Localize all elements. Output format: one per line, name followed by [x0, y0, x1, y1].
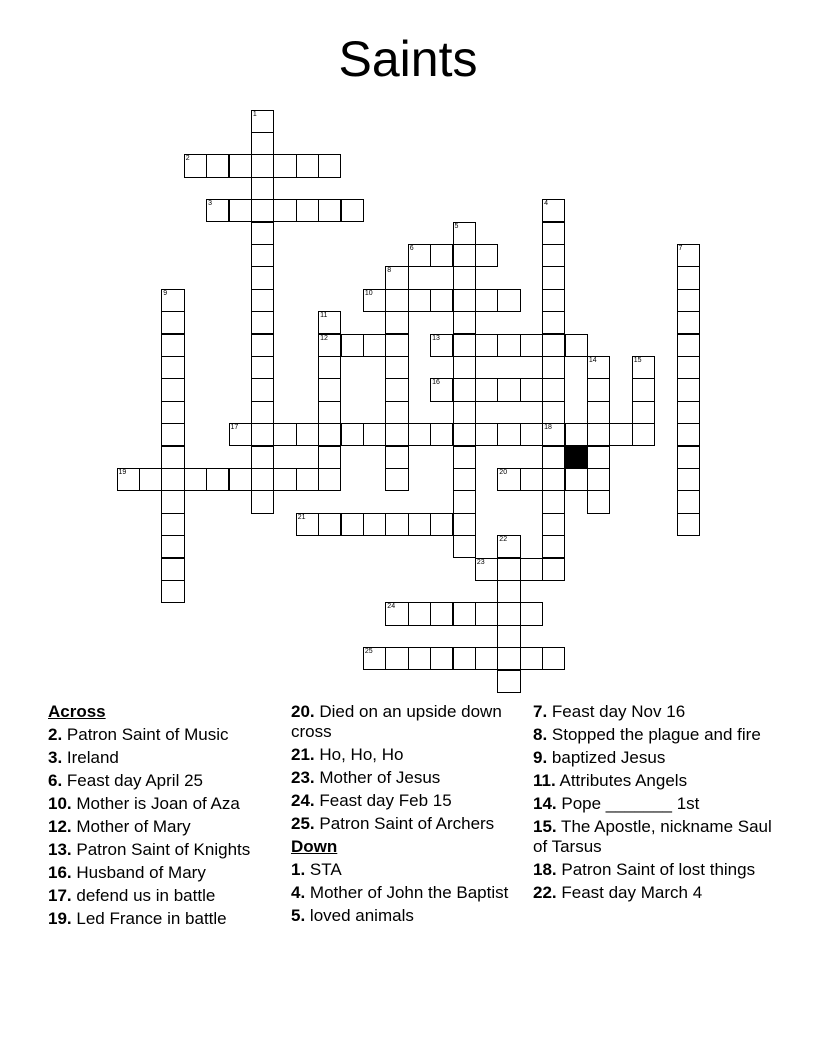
clue-text: Patron Saint of Music — [62, 725, 229, 744]
grid-cell[interactable] — [363, 289, 386, 312]
grid-cell[interactable] — [453, 356, 476, 379]
grid-cell[interactable] — [497, 647, 520, 670]
grid-cell[interactable] — [184, 154, 207, 177]
clue-text: Mother of Mary — [71, 817, 191, 836]
grid-cell[interactable] — [251, 378, 274, 401]
grid-cell[interactable] — [677, 423, 700, 446]
grid-cell[interactable] — [318, 513, 341, 536]
cell-number: 20 — [499, 468, 508, 476]
clue-number: 6. — [48, 771, 63, 790]
grid-cell[interactable] — [161, 490, 184, 513]
grid-cell[interactable] — [273, 468, 296, 491]
grid-cell[interactable] — [161, 311, 184, 334]
grid-cell[interactable] — [587, 356, 610, 379]
clue-text: Mother is Joan of Aza — [71, 794, 240, 813]
grid-cell[interactable] — [318, 446, 341, 469]
clue-item — [533, 725, 773, 745]
grid-cell[interactable] — [520, 334, 543, 357]
grid-cell[interactable] — [341, 423, 364, 446]
clue-item — [291, 814, 526, 834]
grid-cell[interactable] — [475, 647, 498, 670]
grid-cell[interactable] — [273, 199, 296, 222]
clue-number: 8. — [533, 725, 548, 744]
clue-text: loved animals — [305, 906, 414, 925]
grid-cell[interactable] — [251, 110, 274, 133]
grid-cell[interactable] — [385, 423, 408, 446]
grid-cell[interactable] — [206, 154, 229, 177]
grid-cell[interactable] — [542, 535, 565, 558]
clue-number: 11. — [533, 771, 556, 790]
clue-item — [291, 745, 526, 765]
cell-number: 17 — [230, 424, 239, 432]
grid-cell[interactable] — [161, 535, 184, 558]
grid-cell[interactable] — [430, 289, 453, 312]
grid-cell[interactable] — [273, 154, 296, 177]
grid-cell[interactable] — [453, 513, 476, 536]
grid-cell[interactable] — [408, 647, 431, 670]
grid-cell[interactable] — [296, 513, 319, 536]
grid-cell[interactable] — [453, 490, 476, 513]
clue-number: 20. — [291, 702, 315, 721]
clue-number: 17. — [48, 886, 72, 905]
clue-number: 12. — [48, 817, 72, 836]
grid-cell[interactable] — [497, 602, 520, 625]
clue-text: baptized Jesus — [547, 748, 666, 767]
clue-item — [533, 794, 773, 814]
cell-number: 21 — [297, 513, 306, 521]
clue-text: The Apostle, nickname Saul of Tarsus — [533, 817, 772, 856]
grid-cell[interactable] — [475, 334, 498, 357]
grid-cell[interactable] — [229, 199, 252, 222]
grid-cell[interactable] — [542, 266, 565, 289]
clue-number: 1. — [291, 860, 306, 879]
grid-cell[interactable] — [609, 423, 632, 446]
clue-text: Feast day Feb 15 — [314, 791, 452, 810]
clue-text: Pope _______ 1st — [556, 794, 700, 813]
grid-cell[interactable] — [542, 513, 565, 536]
grid-cell[interactable] — [318, 356, 341, 379]
clue-text: Patron Saint of Archers — [314, 814, 495, 833]
clue-item — [291, 883, 526, 903]
clue-number: 14. — [533, 794, 557, 813]
cell-number: 22 — [499, 536, 508, 544]
clue-number: 24. — [291, 791, 315, 810]
clue-item — [48, 863, 283, 883]
clue-item — [533, 860, 773, 880]
clue-number: 5. — [291, 906, 306, 925]
clue-item — [48, 748, 283, 768]
grid-cell[interactable] — [430, 244, 453, 267]
grid-cell[interactable] — [542, 334, 565, 357]
clue-text: Feast day March 4 — [556, 883, 703, 902]
grid-cell[interactable] — [453, 244, 476, 267]
grid-cell[interactable] — [542, 199, 565, 222]
grid-cell[interactable] — [251, 423, 274, 446]
grid-cell[interactable] — [318, 334, 341, 357]
clue-item — [48, 840, 283, 860]
clue-text: Led France in battle — [71, 909, 227, 928]
grid-cell[interactable] — [453, 446, 476, 469]
clue-item — [48, 794, 283, 814]
cell-number: 3 — [208, 200, 212, 208]
grid-cell[interactable] — [251, 401, 274, 424]
grid-cell[interactable] — [453, 311, 476, 334]
grid-cell[interactable] — [341, 199, 364, 222]
grid-cell[interactable] — [677, 490, 700, 513]
cell-number: 24 — [387, 603, 396, 611]
cell-number: 2 — [185, 155, 190, 163]
grid-cell[interactable] — [497, 580, 520, 603]
grid-cell[interactable] — [453, 334, 476, 357]
grid-cell[interactable] — [453, 602, 476, 625]
clues-column-1 — [48, 702, 283, 932]
clue-number: 15. — [533, 817, 557, 836]
clue-item — [533, 702, 773, 722]
grid-cell[interactable] — [542, 356, 565, 379]
clue-item — [291, 768, 526, 788]
clue-item — [533, 748, 773, 768]
grid-cell[interactable] — [251, 244, 274, 267]
down-heading: Down — [291, 837, 338, 856]
grid-cell[interactable] — [430, 647, 453, 670]
grid-cell[interactable] — [632, 423, 655, 446]
grid-cell[interactable] — [318, 423, 341, 446]
clue-item — [533, 883, 773, 903]
grid-cell[interactable] — [363, 513, 386, 536]
grid-cell[interactable] — [520, 423, 543, 446]
clue-number: 25. — [291, 814, 315, 833]
grid-cell[interactable] — [677, 311, 700, 334]
clue-item — [291, 791, 526, 811]
grid-cell[interactable] — [677, 513, 700, 536]
clue-number: 2. — [48, 725, 63, 744]
grid-cell[interactable] — [161, 558, 184, 581]
grid-cell[interactable] — [385, 289, 408, 312]
grid-cell[interactable] — [251, 334, 274, 357]
grid-cell[interactable] — [161, 334, 184, 357]
grid-cell[interactable] — [497, 468, 520, 491]
grid-cell[interactable] — [318, 468, 341, 491]
grid-cell[interactable] — [430, 513, 453, 536]
grid-cell[interactable] — [497, 289, 520, 312]
clue-text: STA — [305, 860, 342, 879]
grid-cell[interactable] — [632, 401, 655, 424]
grid-cell[interactable] — [453, 401, 476, 424]
grid-cell[interactable] — [251, 356, 274, 379]
grid-cell[interactable] — [161, 401, 184, 424]
clue-number: 10. — [48, 794, 72, 813]
cell-number: 15 — [633, 356, 642, 364]
grid-cell[interactable] — [497, 670, 520, 693]
clue-text: Ireland — [62, 748, 119, 767]
grid-cell[interactable] — [677, 334, 700, 357]
grid-cell[interactable] — [453, 378, 476, 401]
grid-cell[interactable] — [542, 311, 565, 334]
grid-cell[interactable] — [475, 602, 498, 625]
grid-cell[interactable] — [363, 647, 386, 670]
grid-cell[interactable] — [296, 154, 319, 177]
cell-number: 14 — [588, 356, 597, 364]
grid-cell[interactable] — [251, 199, 274, 222]
clue-text: Mother of Jesus — [314, 768, 441, 787]
clue-text: Feast day Nov 16 — [547, 702, 686, 721]
grid-cell[interactable] — [251, 266, 274, 289]
grid-cell[interactable] — [542, 490, 565, 513]
grid-cell[interactable] — [363, 423, 386, 446]
cell-number: 1 — [252, 110, 257, 118]
cell-number: 8 — [387, 267, 392, 275]
grid-cell[interactable] — [677, 401, 700, 424]
grid-cell[interactable] — [430, 602, 453, 625]
grid-cell[interactable] — [161, 289, 184, 312]
grid-cell[interactable] — [453, 289, 476, 312]
grid-cell[interactable] — [161, 580, 184, 603]
clues-column-2 — [291, 702, 526, 929]
clue-number: 19. — [48, 909, 72, 928]
grid-cell[interactable] — [475, 378, 498, 401]
grid-cell[interactable] — [677, 266, 700, 289]
grid-cell[interactable] — [587, 446, 610, 469]
grid-cell[interactable] — [565, 334, 588, 357]
grid-cell[interactable] — [385, 356, 408, 379]
grid-cell[interactable] — [542, 378, 565, 401]
grid-cell[interactable] — [251, 177, 274, 200]
grid-cell[interactable] — [520, 378, 543, 401]
grid-cell[interactable] — [408, 423, 431, 446]
grid-cell[interactable] — [251, 154, 274, 177]
grid-cell[interactable] — [385, 647, 408, 670]
grid-cell[interactable] — [161, 468, 184, 491]
grid-cell[interactable] — [430, 423, 453, 446]
grid-cell[interactable] — [453, 222, 476, 245]
grid-cell[interactable] — [677, 244, 700, 267]
grid-cell[interactable] — [206, 468, 229, 491]
grid-cell[interactable] — [229, 154, 252, 177]
grid-cell[interactable] — [251, 446, 274, 469]
grid-cell[interactable] — [408, 244, 431, 267]
grid-cell[interactable] — [677, 289, 700, 312]
grid-cell[interactable] — [430, 378, 453, 401]
grid-cell[interactable] — [475, 289, 498, 312]
grid-cell[interactable] — [520, 468, 543, 491]
grid-cell[interactable] — [542, 468, 565, 491]
clue-number: 18. — [533, 860, 557, 879]
cell-number: 5 — [454, 222, 459, 230]
grid-cell[interactable] — [318, 154, 341, 177]
clue-number: 16. — [48, 863, 72, 882]
grid-cell[interactable] — [251, 490, 274, 513]
cell-number: 16 — [432, 379, 440, 387]
cell-number: 25 — [364, 648, 373, 656]
grid-cell[interactable] — [161, 423, 184, 446]
clue-item — [533, 771, 773, 791]
grid-cell[interactable] — [229, 423, 252, 446]
grid-cell[interactable] — [296, 423, 319, 446]
clue-item — [48, 771, 283, 791]
clue-text: Mother of John the Baptist — [305, 883, 509, 902]
cell-number: 10 — [364, 289, 373, 297]
clue-text: Ho, Ho, Ho — [314, 745, 404, 764]
clue-number: 9. — [533, 748, 548, 767]
grid-cell[interactable] — [385, 378, 408, 401]
grid-cell[interactable] — [408, 513, 431, 536]
grid-cell[interactable] — [453, 647, 476, 670]
grid-cell[interactable] — [497, 625, 520, 648]
grid-cell[interactable] — [251, 132, 274, 155]
grid-cell[interactable] — [139, 468, 162, 491]
cell-number: 9 — [163, 289, 168, 297]
grid-cell[interactable] — [475, 423, 498, 446]
grid-cell[interactable] — [453, 266, 476, 289]
grid-cell[interactable] — [385, 446, 408, 469]
cell-number: 11 — [320, 312, 328, 320]
grid-cell[interactable] — [453, 468, 476, 491]
clue-item — [48, 725, 283, 745]
grid-cell[interactable] — [632, 378, 655, 401]
clue-number: 3. — [48, 748, 63, 767]
cell-number: 6 — [409, 244, 414, 252]
cell-number: 18 — [544, 424, 552, 432]
grid-cell[interactable] — [408, 602, 431, 625]
grid-cell[interactable] — [632, 356, 655, 379]
grid-cell[interactable] — [497, 378, 520, 401]
clue-number: 22. — [533, 883, 557, 902]
grid-cell[interactable] — [273, 423, 296, 446]
clue-item — [533, 817, 773, 857]
grid-cell[interactable] — [251, 468, 274, 491]
grid-cell[interactable] — [520, 602, 543, 625]
grid-cell[interactable] — [318, 378, 341, 401]
grid-cell[interactable] — [497, 558, 520, 581]
grid-cell[interactable] — [542, 401, 565, 424]
clue-item — [291, 860, 526, 880]
grid-cell[interactable] — [251, 289, 274, 312]
grid-cell[interactable] — [229, 468, 252, 491]
grid-cell[interactable] — [184, 468, 207, 491]
grid-cell[interactable] — [677, 446, 700, 469]
grid-cell[interactable] — [497, 535, 520, 558]
grid-cell[interactable] — [520, 647, 543, 670]
grid-cell[interactable] — [677, 468, 700, 491]
grid-cell[interactable] — [318, 199, 341, 222]
cell-number: 12 — [320, 334, 328, 342]
grid-cell[interactable] — [251, 222, 274, 245]
grid-cell[interactable] — [542, 558, 565, 581]
grid-cell[interactable] — [587, 468, 610, 491]
grid-cell[interactable] — [161, 513, 184, 536]
grid-cell[interactable] — [587, 490, 610, 513]
grid-cell[interactable] — [520, 558, 543, 581]
grid-cell[interactable] — [341, 513, 364, 536]
clue-text: Feast day April 25 — [62, 771, 203, 790]
grid-cell[interactable] — [430, 334, 453, 357]
grid-cell[interactable] — [161, 378, 184, 401]
grid-cell[interactable] — [453, 535, 476, 558]
grid-cell[interactable] — [587, 401, 610, 424]
grid-cell[interactable] — [497, 423, 520, 446]
grid-cell[interactable] — [475, 244, 498, 267]
grid-cell[interactable] — [542, 423, 565, 446]
clue-text: Patron Saint of lost things — [556, 860, 756, 879]
grid-cell[interactable] — [385, 401, 408, 424]
puzzle-title: Saints — [338, 31, 478, 87]
across-heading: Across — [48, 702, 106, 721]
cell-number: 7 — [678, 244, 683, 252]
grid-cell[interactable] — [385, 602, 408, 625]
grid-cell[interactable] — [318, 311, 341, 334]
clue-text: Patron Saint of Knights — [71, 840, 251, 859]
grid-cell[interactable] — [385, 334, 408, 357]
grid-cell[interactable] — [385, 468, 408, 491]
cell-number: 4 — [544, 200, 548, 208]
grid-cell[interactable] — [677, 378, 700, 401]
clue-item — [48, 886, 283, 906]
clue-number: 23. — [291, 768, 315, 787]
clue-item — [48, 817, 283, 837]
grid-cell[interactable] — [385, 266, 408, 289]
clue-item — [291, 906, 526, 926]
grid-cell[interactable] — [408, 289, 431, 312]
clue-number: 21. — [291, 745, 315, 764]
clue-text: Attributes Angels — [555, 771, 688, 790]
grid-cell[interactable] — [341, 334, 364, 357]
grid-cell[interactable] — [251, 311, 274, 334]
clue-item — [48, 909, 283, 929]
grid-cell[interactable] — [117, 468, 140, 491]
grid-cell[interactable] — [542, 222, 565, 245]
clue-item — [291, 702, 526, 742]
grid-cell[interactable] — [385, 513, 408, 536]
clue-number: 13. — [48, 840, 72, 859]
grid-cell[interactable] — [161, 356, 184, 379]
cell-number: 23 — [476, 558, 485, 566]
clue-text: defend us in battle — [71, 886, 216, 905]
grid-cell[interactable] — [542, 289, 565, 312]
grid-cell[interactable] — [587, 423, 610, 446]
clue-text: Husband of Mary — [71, 863, 206, 882]
grid-cell[interactable] — [296, 199, 319, 222]
grid-cell[interactable] — [497, 334, 520, 357]
cell-number: 13 — [432, 334, 440, 342]
clue-text: Stopped the plague and fire — [547, 725, 761, 744]
grid-cell[interactable] — [542, 647, 565, 670]
grid-cell[interactable] — [587, 378, 610, 401]
grid-cell[interactable] — [385, 311, 408, 334]
cell-number: 19 — [118, 468, 127, 476]
grid-cell[interactable] — [542, 244, 565, 267]
grid-cell[interactable] — [677, 356, 700, 379]
grid-cell[interactable] — [161, 446, 184, 469]
clues-column-3 — [533, 702, 773, 906]
grid-cell[interactable] — [318, 401, 341, 424]
grid-cell[interactable] — [296, 468, 319, 491]
clue-number: 7. — [533, 702, 548, 721]
grid-cell[interactable] — [565, 468, 588, 491]
black-cell — [565, 446, 588, 469]
clue-number: 4. — [291, 883, 306, 902]
grid-cell[interactable] — [206, 199, 229, 222]
grid-cell[interactable] — [453, 423, 476, 446]
grid-cell[interactable] — [565, 423, 588, 446]
grid-cell[interactable] — [475, 558, 498, 581]
clue-text: Died on an upside down cross — [291, 702, 502, 741]
grid-cell[interactable] — [542, 446, 565, 469]
grid-cell[interactable] — [363, 334, 386, 357]
